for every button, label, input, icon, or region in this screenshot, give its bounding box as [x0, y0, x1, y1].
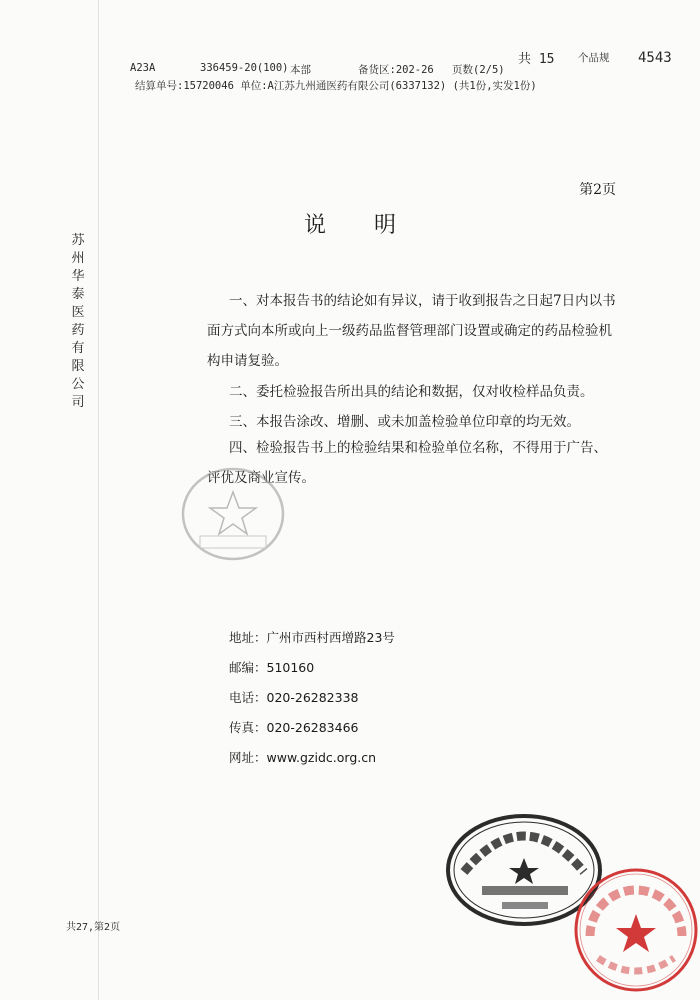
document-title: 说明 [303, 213, 444, 238]
fax-header-dept: 本部 [290, 64, 311, 76]
fax-header-total: 共 15 [518, 52, 555, 67]
fax-header-code: A23A [130, 62, 156, 74]
item-3: 三、本报告涂改、增删、或未加盖检验单位印章的均无效。 [229, 414, 580, 430]
item-4: 四、检验报告书上的检验结果和检验单位名称，不得用于广告、评优及商业宣传。 [207, 440, 607, 486]
scan-edge-line [98, 0, 99, 1000]
fax-header-pages: 页数(2/5) [452, 64, 505, 76]
side-company-name: 苏州华泰医药有限公司 [71, 233, 85, 410]
contact-phone: 电话：020-26282338 [229, 690, 359, 705]
inspection-seal-stamp [178, 464, 288, 564]
fax-header-settlement: 结算单号:15720046 单位:A江苏九州通医药有限公司(6337132) (共1份,实发1份) [135, 80, 537, 92]
page-number-label: 第2页 [579, 182, 616, 198]
contact-address: 地址：广州市西村西增路23号 [229, 630, 395, 645]
fax-header-id: 336459-20(100) [200, 62, 289, 74]
contact-website: 网址：www.gzidc.org.cn [229, 750, 377, 765]
red-quality-seal-stamp [572, 866, 700, 994]
item-2: 二、委托检验报告所出具的结论和数据，仅对收检样品负责。 [229, 384, 594, 400]
contact-postcode: 邮编：510160 [229, 660, 315, 675]
fax-header-number: 4543 [638, 50, 672, 66]
footer-page-count: 共27,第2页 [66, 922, 121, 933]
fax-header-unit: 个品规 [578, 52, 610, 64]
fax-header-zone: 备货区:202-26 [358, 64, 434, 76]
paragraph-1: 一、对本报告书的结论如有异议，请于收到报告之日起7日内以书面方式向本所或向上一级药品监督管理部门设置或确定的药品检验机构申请复验。 [207, 293, 616, 369]
contact-fax: 传真：020-26283466 [229, 720, 359, 735]
